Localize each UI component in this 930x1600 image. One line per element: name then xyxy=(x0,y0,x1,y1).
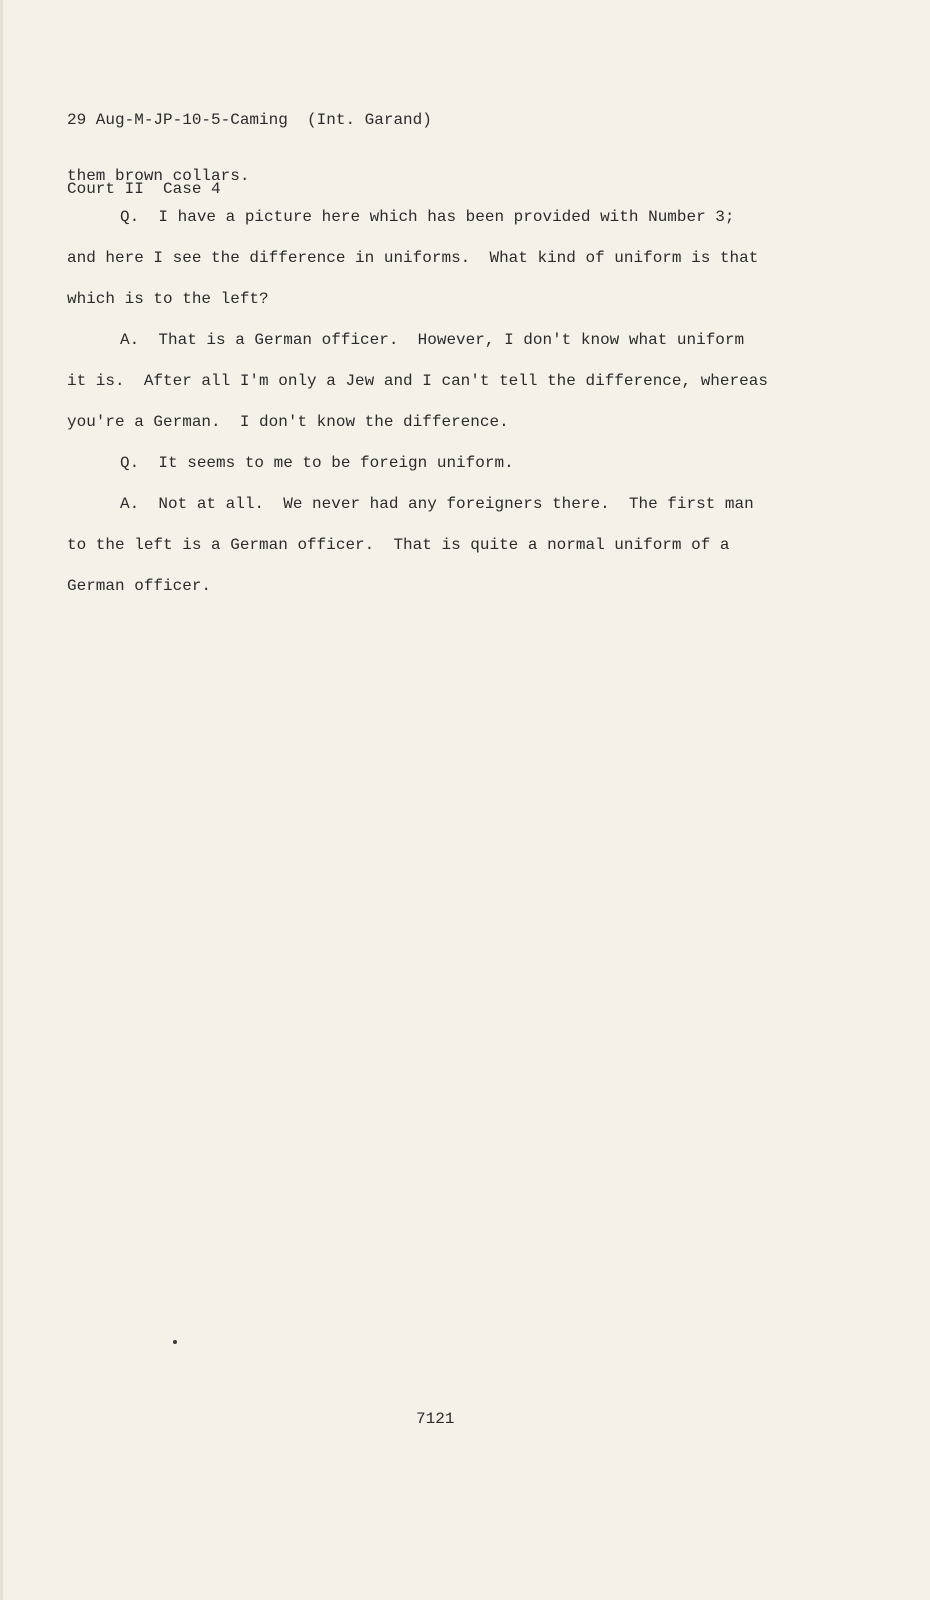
question-2-text-1: It seems to me to be foreign uniform. xyxy=(139,454,514,472)
answer-1-speaker: A. xyxy=(120,331,140,349)
answer-2-line-3: German officer. xyxy=(67,577,212,595)
question-1-line-3: which is to the left? xyxy=(67,290,269,308)
question-1-speaker: Q. xyxy=(120,208,140,226)
answer-2-text-1: Not at all. We never had any foreigners there. The first man xyxy=(139,495,754,513)
question-2-speaker: Q. xyxy=(120,454,140,472)
question-1-line-2: and here I see the difference in uniforms. What kind of uniform is that xyxy=(67,249,759,267)
answer-1-line-1 xyxy=(67,328,857,369)
answer-2-line-2: to the left is a German officer. That is quite a normal uniform of a xyxy=(67,536,730,554)
header-court-line: Court II Case 4 xyxy=(67,180,221,198)
header-session-line: 29 Aug-M-JP-10-5-Caming (Int. Garand) xyxy=(67,111,432,129)
answer-2-line-1 xyxy=(67,492,857,533)
answer-2-speaker: A. xyxy=(120,495,140,513)
answer-1-line-3: you're a German. I don't know the difference. xyxy=(67,413,509,431)
continuation-line: them brown collars. xyxy=(67,167,250,185)
paper-speck xyxy=(173,1340,177,1344)
question-1-text-1: I have a picture here which has been provided with Number 3; xyxy=(139,208,735,226)
page-number: 7121 xyxy=(416,1410,455,1428)
answer-1-text-1: That is a German officer. However, I don't know what uniform xyxy=(139,331,745,349)
transcript-body xyxy=(67,164,857,615)
answer-1-line-2: it is. After all I'm only a Jew and I can't tell the difference, whereas xyxy=(67,372,768,390)
question-1-line-1 xyxy=(67,205,857,246)
question-2-line-1 xyxy=(67,451,857,492)
